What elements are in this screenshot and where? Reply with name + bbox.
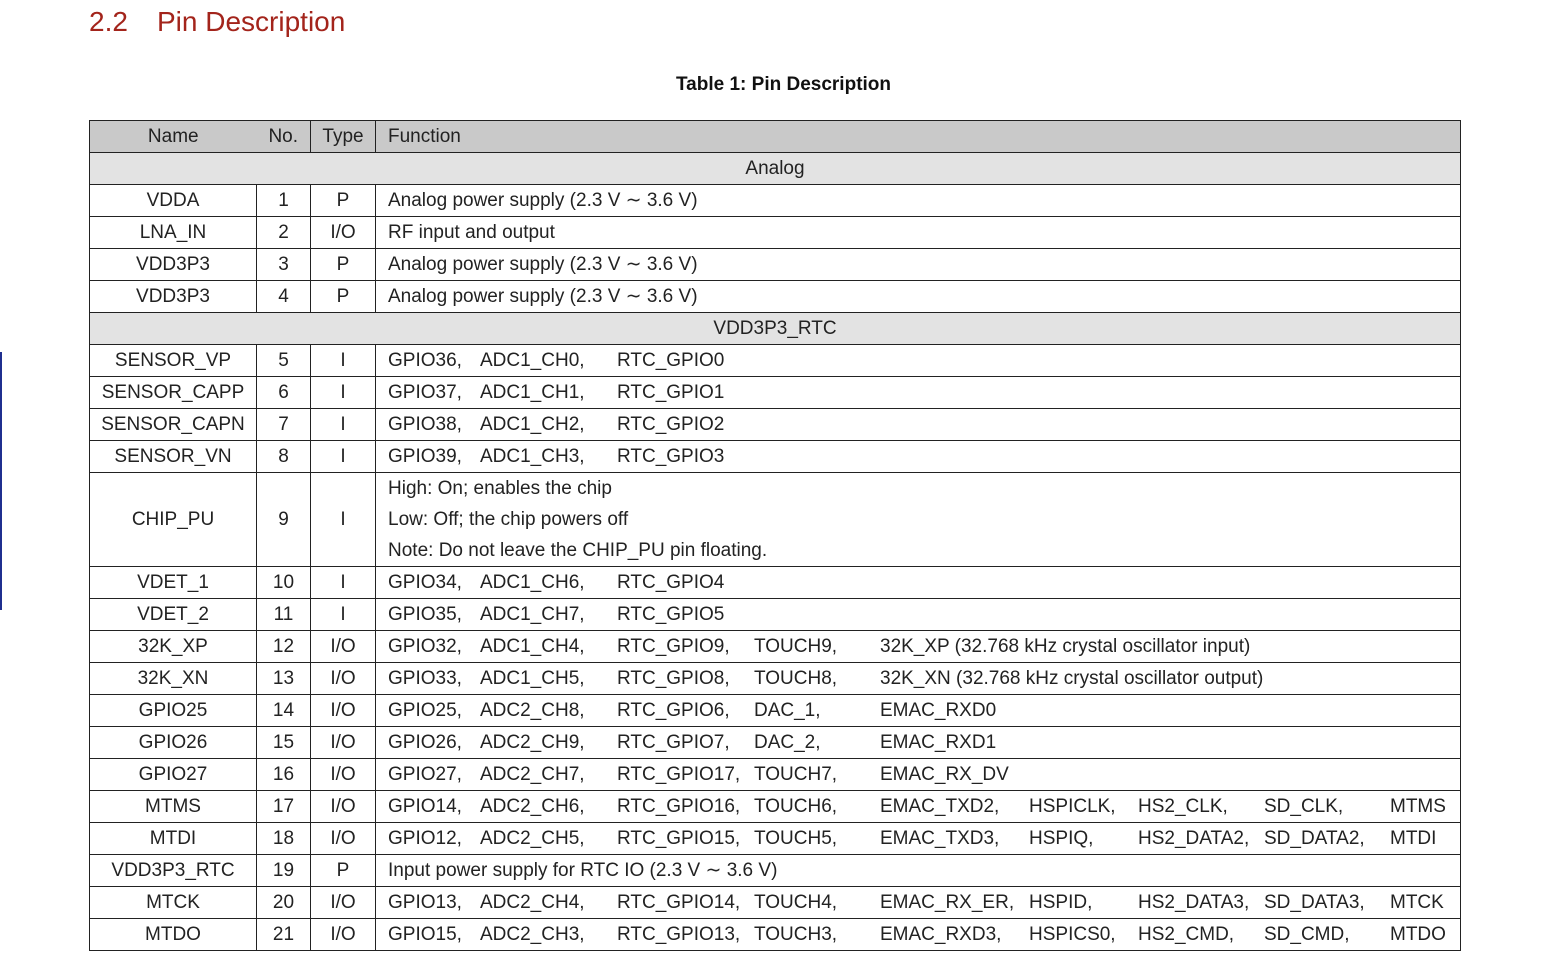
table-row [90,791,1461,823]
section-title-text: Pin Description [157,6,346,37]
pin-name: VDET_2 [90,599,257,631]
pin-type: I [311,409,376,441]
function-token: GPIO33, [388,668,462,689]
table-row [90,345,1461,377]
function-token: SD_CMD, [1264,924,1350,945]
pin-type: I/O [311,791,376,823]
function-token: GPIO14, [388,796,462,817]
table-row [90,473,1461,567]
pin-number: 21 [257,919,311,951]
pin-type: I/O [311,663,376,695]
function-token: EMAC_RXD1 [880,732,997,753]
function-token: MTMS [1390,796,1446,817]
function-token: RTC_GPIO3 [617,446,725,467]
function-token: GPIO37, [388,382,462,403]
pin-name: VDDA [90,185,257,217]
header-name: Name [90,121,257,153]
function-token: GPIO32, [388,636,462,657]
pin-function [376,473,1461,567]
pin-function [376,441,1461,473]
table-row [90,887,1461,919]
function-token: SD_DATA3, [1264,892,1365,913]
function-token: MTCK [1390,892,1444,913]
table-caption: Table 1: Pin Description [675,74,892,95]
function-token: ADC1_CH5, [480,668,585,689]
header-function: Function [376,121,1461,153]
function-token: ADC1_CH3, [480,446,585,467]
pin-type: P [311,281,376,313]
pin-type: P [311,249,376,281]
pin-function [376,249,1461,281]
function-token: 32K_XN (32.768 kHz crystal oscillator output) [880,668,1264,689]
function-token: TOUCH8, [754,668,838,689]
function-token: RTC_GPIO2 [617,414,725,435]
table-row [90,599,1461,631]
pin-number: 14 [257,695,311,727]
function-token: ADC1_CH0, [480,350,585,371]
pin-function [376,217,1461,249]
function-token: EMAC_TXD3, [880,828,1000,849]
pin-function [376,919,1461,951]
function-token: TOUCH6, [754,796,838,817]
function-token: EMAC_TXD2, [880,796,1000,817]
table-row [90,759,1461,791]
function-token: Input power supply for RTC IO (2.3 V ∼ 3.6 V) [388,860,778,881]
pin-number: 20 [257,887,311,919]
pin-number: 4 [257,281,311,313]
header-no: No. [257,121,311,153]
function-token: GPIO34, [388,572,462,593]
pin-name: GPIO25 [90,695,257,727]
function-token: HSPICLK, [1029,796,1116,817]
function-token: DAC_2, [754,732,821,753]
table-row [90,185,1461,217]
function-token: HSPICS0, [1029,924,1116,945]
function-token: TOUCH4, [754,892,838,913]
function-token: SD_CLK, [1264,796,1344,817]
function-line: High: On; enables the chip [388,478,612,499]
group-label-rtc: VDD3P3_RTC [90,313,1461,345]
function-token: ADC1_CH6, [480,572,585,593]
pin-function [376,823,1461,855]
function-token: GPIO25, [388,700,462,721]
pin-type: I [311,599,376,631]
function-token: HS2_DATA2, [1138,828,1250,849]
function-token: HSPIQ, [1029,828,1094,849]
function-token: ADC2_CH4, [480,892,585,913]
pin-type: I/O [311,919,376,951]
pin-number: 8 [257,441,311,473]
function-token: ADC1_CH1, [480,382,585,403]
function-token: GPIO12, [388,828,462,849]
table-row [90,281,1461,313]
pin-function [376,759,1461,791]
group-label-analog: Analog [90,153,1461,185]
left-margin-rule [0,352,2,610]
pin-function [376,727,1461,759]
pin-function [376,791,1461,823]
pin-number: 7 [257,409,311,441]
function-token: MTDO [1390,924,1446,945]
pin-function [376,409,1461,441]
table-row [90,567,1461,599]
pin-function [376,345,1461,377]
function-token: RTC_GPIO9, [617,636,730,657]
pin-number: 18 [257,823,311,855]
pin-name: CHIP_PU [90,473,257,567]
function-token: ADC2_CH3, [480,924,585,945]
function-token: EMAC_RX_DV [880,764,1009,785]
pin-name: VDD3P3 [90,249,257,281]
pin-number: 5 [257,345,311,377]
pin-number: 1 [257,185,311,217]
function-token: GPIO38, [388,414,462,435]
pin-type: I/O [311,695,376,727]
pin-number: 11 [257,599,311,631]
function-token: Analog power supply (2.3 V ∼ 3.6 V) [388,254,698,275]
pin-number: 3 [257,249,311,281]
pin-name: MTMS [90,791,257,823]
pin-type: I/O [311,217,376,249]
table-row [90,441,1461,473]
function-token: RTC_GPIO7, [617,732,730,753]
pin-type: I [311,441,376,473]
pin-name: MTDO [90,919,257,951]
pin-number: 17 [257,791,311,823]
pin-number: 9 [257,473,311,567]
function-token: GPIO13, [388,892,462,913]
function-token: RTC_GPIO13, [617,924,741,945]
section-number: 2.2 [89,6,128,37]
table-row [90,855,1461,887]
function-token: RTC_GPIO17, [617,764,741,785]
function-token: Analog power supply (2.3 V ∼ 3.6 V) [388,190,698,211]
table-row [90,695,1461,727]
header-type: Type [311,121,376,153]
function-token: ADC1_CH4, [480,636,585,657]
function-token: GPIO35, [388,604,462,625]
function-token: RTC_GPIO1 [617,382,725,403]
function-token: RTC_GPIO4 [617,572,725,593]
pin-name: VDD3P3_RTC [90,855,257,887]
pin-description-table [89,120,1461,951]
function-token: ADC2_CH8, [480,700,585,721]
pin-function [376,281,1461,313]
pin-name: 32K_XP [90,631,257,663]
pin-type: I/O [311,823,376,855]
pin-type: I [311,345,376,377]
table-row [90,919,1461,951]
pin-name: VDET_1 [90,567,257,599]
pin-type: P [311,855,376,887]
pin-function [376,855,1461,887]
pin-function [376,185,1461,217]
function-token: ADC2_CH9, [480,732,585,753]
function-token: GPIO15, [388,924,462,945]
function-token: EMAC_RX_ER, [880,892,1015,913]
function-token: GPIO36, [388,350,462,371]
function-token: DAC_1, [754,700,821,721]
table-row [90,217,1461,249]
pin-type: P [311,185,376,217]
pin-name: SENSOR_CAPP [90,377,257,409]
pin-type: I/O [311,887,376,919]
pin-number: 6 [257,377,311,409]
pin-number: 12 [257,631,311,663]
function-token: TOUCH3, [754,924,838,945]
function-token: TOUCH7, [754,764,838,785]
function-line: Low: Off; the chip powers off [388,509,629,530]
pin-function [376,631,1461,663]
function-token: HSPID, [1029,892,1093,913]
table-row [90,631,1461,663]
pin-number: 15 [257,727,311,759]
pin-function [376,599,1461,631]
pin-name: SENSOR_CAPN [90,409,257,441]
function-token: MTDI [1390,828,1437,849]
pin-name: SENSOR_VP [90,345,257,377]
pin-name: GPIO26 [90,727,257,759]
function-token: ADC1_CH7, [480,604,585,625]
function-token: RF input and output [388,222,555,243]
function-token: RTC_GPIO6, [617,700,730,721]
table-row [90,409,1461,441]
function-token: HS2_DATA3, [1138,892,1250,913]
function-line: Note: Do not leave the CHIP_PU pin floating. [388,540,768,561]
pin-name: VDD3P3 [90,281,257,313]
function-token: RTC_GPIO8, [617,668,730,689]
pin-number: 10 [257,567,311,599]
function-token: GPIO26, [388,732,462,753]
function-token: GPIO39, [388,446,462,467]
function-token: RTC_GPIO16, [617,796,741,817]
function-token: EMAC_RXD0 [880,700,997,721]
table-row [90,663,1461,695]
table-row [90,823,1461,855]
function-token: TOUCH5, [754,828,838,849]
function-token: RTC_GPIO0 [617,350,725,371]
pin-name: GPIO27 [90,759,257,791]
pin-type: I/O [311,631,376,663]
function-token: ADC2_CH5, [480,828,585,849]
pin-function [376,663,1461,695]
function-token: 32K_XP (32.768 kHz crystal oscillator input) [880,636,1251,657]
group-row-analog [90,153,1461,185]
pin-type: I [311,473,376,567]
function-token: ADC1_CH2, [480,414,585,435]
pin-number: 16 [257,759,311,791]
pin-name: LNA_IN [90,217,257,249]
pin-type: I [311,377,376,409]
pin-number: 2 [257,217,311,249]
pin-function [376,377,1461,409]
pin-function [376,695,1461,727]
function-token: HS2_CMD, [1138,924,1235,945]
pin-name: SENSOR_VN [90,441,257,473]
table-row [90,249,1461,281]
function-token: ADC2_CH6, [480,796,585,817]
group-row-rtc [90,313,1461,345]
pin-number: 19 [257,855,311,887]
pin-type: I/O [311,727,376,759]
function-token: HS2_CLK, [1138,796,1228,817]
function-token: RTC_GPIO5 [617,604,725,625]
table-row [90,727,1461,759]
pin-number: 13 [257,663,311,695]
pin-type: I [311,567,376,599]
function-token: TOUCH9, [754,636,838,657]
function-token: EMAC_RXD3, [880,924,1002,945]
function-token: RTC_GPIO14, [617,892,741,913]
pin-type: I/O [311,759,376,791]
pin-function [376,887,1461,919]
section-heading [89,6,345,38]
pin-name: MTDI [90,823,257,855]
pin-function [376,567,1461,599]
function-token: GPIO27, [388,764,462,785]
pin-name: MTCK [90,887,257,919]
function-token: Analog power supply (2.3 V ∼ 3.6 V) [388,286,698,307]
function-token: ADC2_CH7, [480,764,585,785]
function-token: RTC_GPIO15, [617,828,741,849]
pin-name: 32K_XN [90,663,257,695]
function-token: SD_DATA2, [1264,828,1365,849]
table-header-row [90,121,1461,153]
table-row [90,377,1461,409]
